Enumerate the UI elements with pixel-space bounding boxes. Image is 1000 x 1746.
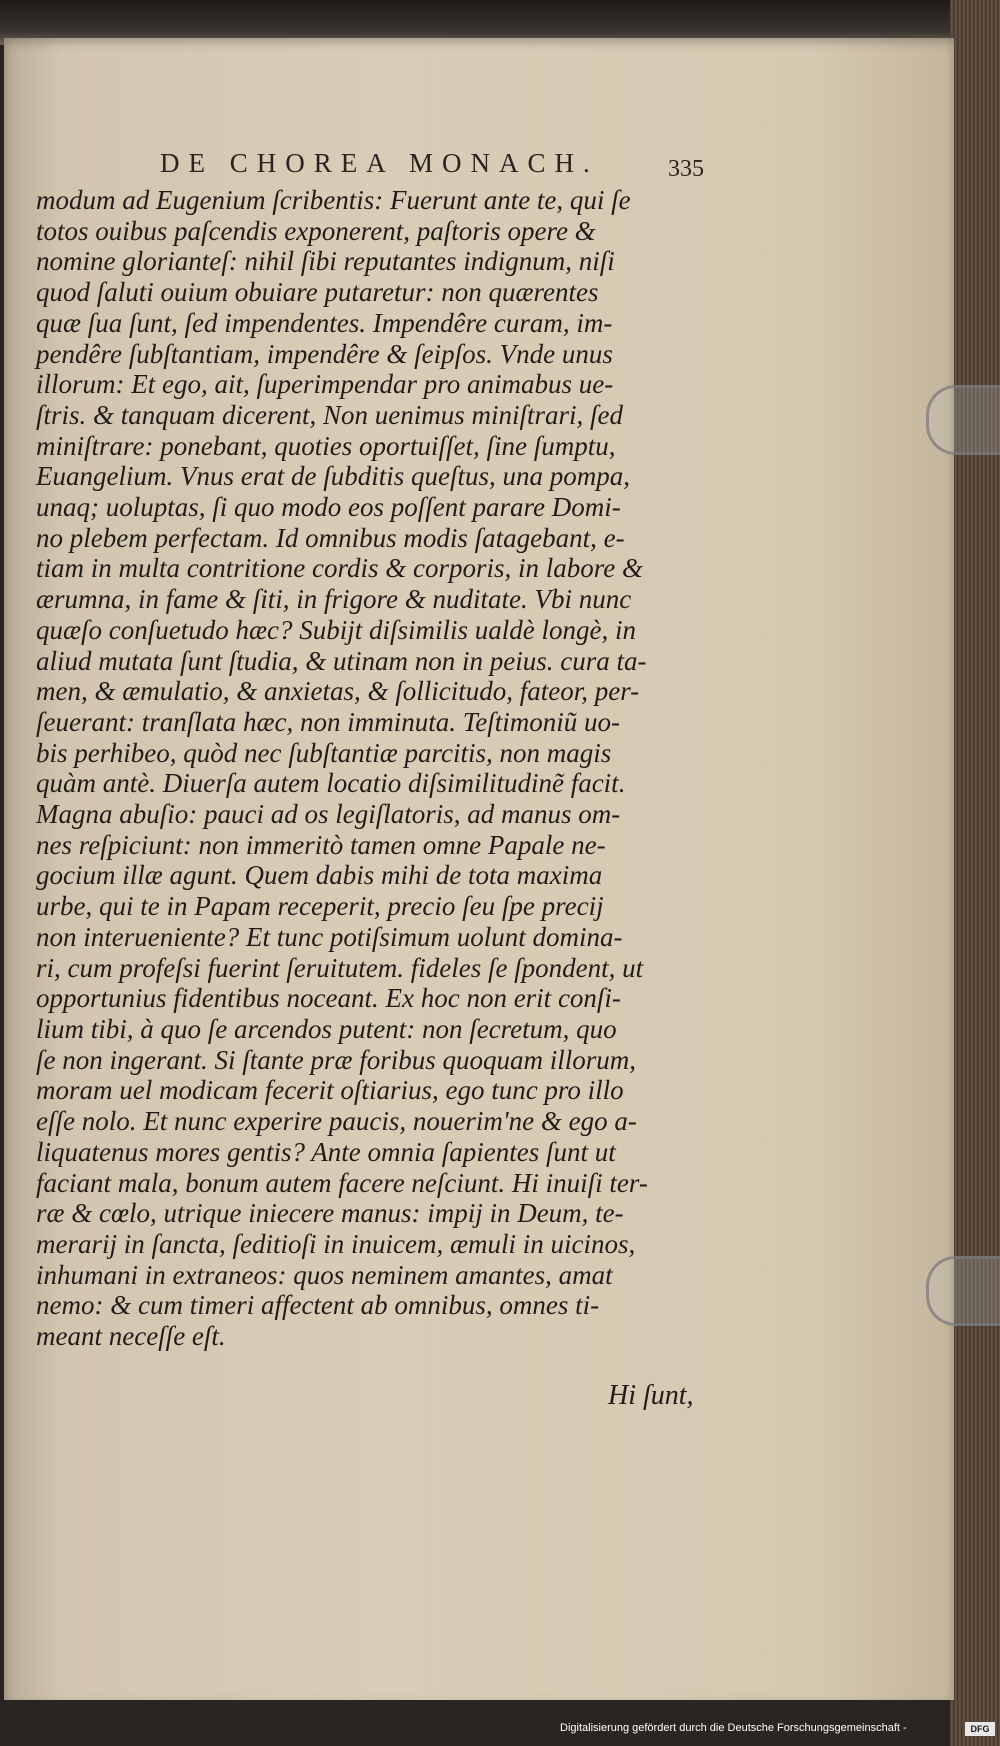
- text-line: ri, cum profeſsi fuerint ſeruitutem. fideles ſe ſpondent, ut: [36, 952, 644, 983]
- text-line: quod ſaluti ouium obuiare putaretur: non quærentes: [36, 277, 599, 308]
- text-line: lium tibi, à quo ſe arcendos putent: non ſecretum, quo: [36, 1013, 617, 1044]
- dfg-logo: DFG: [965, 1722, 995, 1736]
- text-line: pendêre ſubſtantiam, impendêre & ſeipſos. Vnde unus: [36, 338, 613, 369]
- text-line: modum ad Eugenium ſcribentis: Fuerunt ante te, qui ſe: [36, 185, 631, 215]
- text-line: ſeuerant: tranſlata hæc, non imminuta. Teſtimoniũ uo-: [36, 706, 620, 737]
- text-line: quàm antè. Diuerſa autem locatio diſsimilitudinẽ facit.: [36, 768, 626, 799]
- text-line: Magna abuſio: pauci ad os legiſlatoris, ad manus om-: [36, 799, 621, 830]
- text-line: urbe, qui te in Papam receperit, precio ſeu ſpe precij: [36, 891, 604, 922]
- text-line: liquatenus mores gentis? Ante omnia ſapientes ſunt ut: [36, 1136, 616, 1167]
- text-line: ærumna, in fame & ſiti, in frigore & nuditate. Vbi nunc: [36, 584, 632, 615]
- running-header: DE CHOREA MONACH.: [160, 148, 599, 178]
- text-line: ſtris. & tanquam dicerent, Non uenimus miniſtrari, ſed: [36, 399, 623, 430]
- page-stack-edge: [950, 0, 1000, 1746]
- text-line: ſe non ingerant. Si ſtante præ foribus quoquam illorum,: [36, 1044, 637, 1075]
- text-line: no plebem perfectam. Id omnibus modis ſatagebant, e-: [36, 522, 625, 553]
- text-line: miniſtrare: ponebant, quoties oportuiſſet, ſine ſumptu,: [36, 430, 616, 461]
- text-line: meant neceſſe eſt.: [36, 1321, 226, 1352]
- text-line: gocium illæ agunt. Quem dabis mihi de tota maxima: [36, 860, 603, 891]
- text-line: Euangelium. Vnus erat de ſubditis queſtus, una pompa,: [36, 461, 630, 492]
- text-line: unaq; uoluptas, ſi quo modo eos poſſent parare Domi-: [36, 492, 621, 523]
- text-line: quæ ſua ſunt, ſed impendentes. Impendêre curam, im-: [36, 307, 613, 338]
- body-text: [36, 185, 706, 1352]
- footer-credit: Digitalisierung gefördert durch die Deutsche Forschungsgemeinschaft -: [560, 1722, 907, 1734]
- text-line: inhumani in extraneos: quos neminem amantes, amat: [36, 1259, 613, 1290]
- text-line: non interueniente? Et tunc potiſsimum uolunt domina-: [36, 921, 623, 952]
- catchword: Hi ſunt,: [608, 1380, 694, 1411]
- text-line: tiam in multa contritione cordis & corporis, in labore &: [36, 553, 643, 584]
- page-clip-top: [926, 385, 1000, 455]
- text-line: merarij in ſancta, ſeditioſi in inuicem, æmuli in uicinos,: [36, 1228, 636, 1259]
- text-line: aliud mutata ſunt ſtudia, & utinam non in peius. cura ta-: [36, 645, 647, 676]
- text-line: totos ouibus paſcendis exponerent, paſtoris opere &: [36, 215, 596, 246]
- text-line: eſſe nolo. Et nunc experire paucis, nouerim'ne & ego a-: [36, 1106, 637, 1137]
- text-line: illorum: Et ego, ait, ſuperimpendar pro animabus ue-: [36, 369, 614, 400]
- text-line: nes reſpiciunt: non immeritò tamen omne Papale ne-: [36, 829, 606, 860]
- text-line: men, & æmulatio, & anxietas, & ſollicitudo, fateor, per-: [36, 676, 640, 707]
- text-line: faciant mala, bonum autem facere neſciunt. Hi inuiſi ter-: [36, 1167, 648, 1198]
- text-line: opportunius fidentibus noceant. Ex hoc non erit conſi-: [36, 983, 621, 1014]
- text-line: ræ & cœlo, utrique iniecere manus: impij in Deum, te-: [36, 1198, 624, 1229]
- text-line: nemo: & cum timeri affectent ab omnibus, omnes ti-: [36, 1290, 600, 1321]
- text-line: quæſo conſuetudo hæc? Subijt diſsimilis ualdè longè, in: [36, 614, 636, 645]
- page-number: 335: [668, 156, 704, 182]
- page-clip-bottom: [926, 1256, 1000, 1326]
- text-line: moram uel modicam fecerit oſtiarius, ego tunc pro illo: [36, 1075, 624, 1106]
- text-line: nomine glorianteſ: nihil ſibi reputantes indignum, niſi: [36, 246, 615, 277]
- text-line: bis perhibeo, quòd nec ſubſtantiæ parcitis, non magis: [36, 737, 612, 768]
